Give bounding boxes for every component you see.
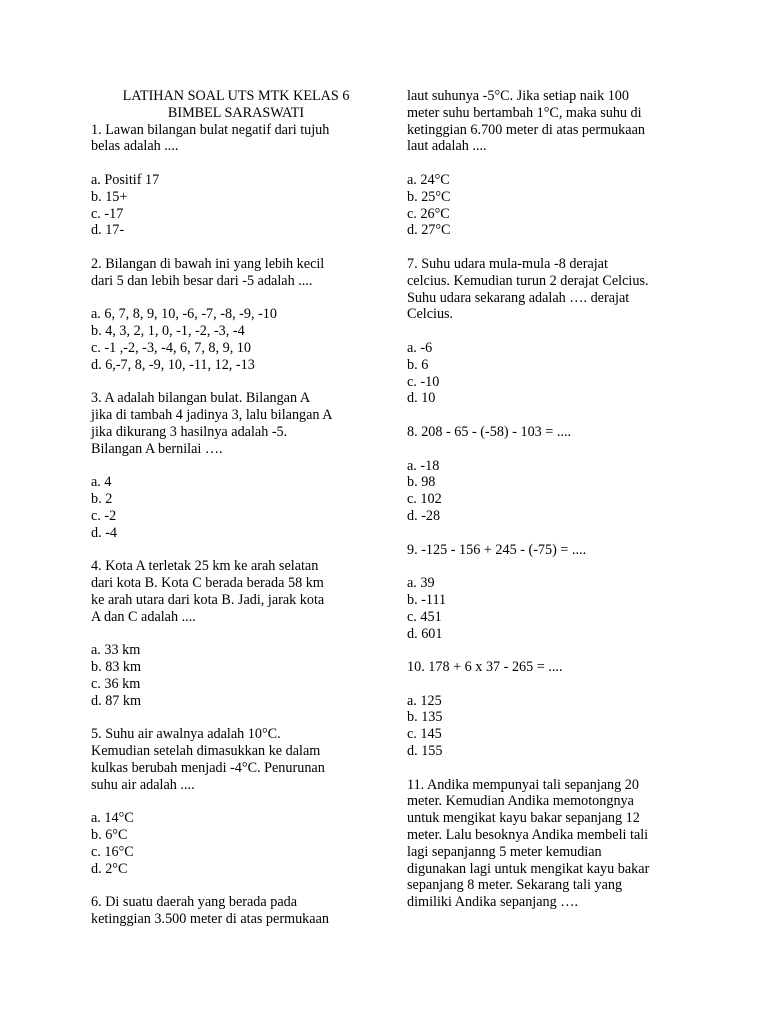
answer-option: d. 10 (407, 390, 436, 407)
spacer (91, 290, 381, 307)
question-block (91, 894, 381, 928)
spacer (91, 155, 381, 172)
answer-option: a. -6 (407, 339, 433, 356)
spacer (91, 458, 381, 475)
right-column (407, 88, 697, 911)
question-block (407, 542, 697, 643)
question-text-line: dimiliki Andika sepanjang …. (407, 894, 579, 911)
question-text-line: jika dikurang 3 hasilnya adalah -5. (91, 423, 288, 440)
question-text-line: Suhu udara sekarang adalah …. derajat (407, 289, 630, 306)
question-text-line: 1. Lawan bilangan bulat negatif dari tujuh (91, 121, 330, 138)
answer-option: b. -111 (407, 591, 447, 608)
spacer (91, 877, 381, 894)
answer-option: a. 125 (407, 692, 442, 709)
question-text-line: 8. 208 - 65 - (-58) - 103 = .... (407, 423, 572, 440)
question-text-line: 6. Di suatu daerah yang berada pada (91, 894, 298, 911)
question-text-line: 11. Andika mempunyai tali sepanjang 20 (407, 776, 639, 793)
answer-option: a. 6, 7, 8, 9, 10, -6, -7, -8, -9, -10 (91, 306, 277, 323)
spacer (407, 760, 697, 777)
spacer (407, 642, 697, 659)
question-text-line: belas adalah .... (91, 138, 179, 155)
question-text-line: 3. A adalah bilangan bulat. Bilangan A (91, 390, 311, 407)
answer-option: a. 4 (91, 474, 112, 491)
question-text-line: 2. Bilangan di bawah ini yang lebih kecil (91, 255, 325, 272)
question-text-line: 7. Suhu udara mula-mula -8 derajat (407, 255, 608, 272)
answer-option: c. 451 (407, 608, 442, 625)
question-text-line: Kemudian setelah dimasukkan ke dalam (91, 743, 321, 760)
answer-option: b. 98 (407, 474, 436, 491)
answer-option: b. 6 (407, 356, 429, 373)
answer-option: b. 135 (407, 709, 443, 726)
answer-option: d. 17- (91, 222, 125, 239)
question-block (407, 424, 697, 525)
question-text-line: dari 5 dan lebih besar dari -5 adalah .... (91, 272, 313, 289)
spacer (91, 626, 381, 643)
question-text-line: 5. Suhu air awalnya adalah 10°C. (91, 726, 281, 743)
answer-option: b. 6°C (91, 827, 128, 844)
question-text-line: meter suhu bertambah 1°C, maka suhu di (407, 104, 642, 121)
question-block (91, 726, 381, 877)
answer-option: c. -1 ,-2, -3, -4, 6, 7, 8, 9, 10 (91, 339, 251, 356)
question-text-line: A dan C adalah .... (91, 608, 196, 625)
answer-option: d. 155 (407, 743, 443, 760)
answer-option: a. 33 km (91, 642, 141, 659)
document-title: LATIHAN SOAL UTS MTK KELAS 6 (122, 88, 350, 104)
answer-option: c. 102 (407, 491, 442, 508)
spacer (407, 323, 697, 340)
question-text-line: dari kota B. Kota C berada berada 58 km (91, 575, 324, 592)
spacer (91, 542, 381, 559)
question-block (91, 256, 381, 374)
question-text-line: Bilangan A bernilai …. (91, 440, 223, 457)
left-column (91, 88, 381, 928)
answer-option: b. 2 (91, 491, 113, 508)
answer-option: a. -18 (407, 457, 440, 474)
left-question-list (91, 122, 381, 928)
answer-option: b. 83 km (91, 659, 142, 676)
answer-option: a. 24°C (407, 171, 450, 188)
right-question-list (407, 88, 697, 911)
spacer (91, 793, 381, 810)
answer-option: c. 26°C (407, 205, 450, 222)
answer-option: d. 601 (407, 625, 443, 642)
spacer (407, 407, 697, 424)
answer-option: a. 39 (407, 575, 435, 592)
question-block (91, 390, 381, 541)
question-text-line: sepanjang 8 meter. Sekarang tali yang (407, 877, 623, 894)
answer-option: a. Positif 17 (91, 171, 160, 188)
question-block (407, 256, 697, 407)
question-text-line: jika di tambah 4 jadinya 3, lalu bilangan A (91, 407, 333, 424)
question-block (407, 88, 697, 239)
question-text-line: lagi sepanjanng 5 meter kemudian (407, 843, 602, 860)
answer-option: c. 145 (407, 726, 442, 743)
question-text-line: suhu air adalah .... (91, 776, 195, 793)
answer-option: a. 14°C (91, 810, 134, 827)
question-text-line: meter. Lalu besoknya Andika membeli tali (407, 827, 649, 844)
question-text-line: 9. -125 - 156 + 245 - (-75) = .... (407, 541, 587, 558)
question-text-line: meter. Kemudian Andika memotongnya (407, 793, 634, 810)
question-text-line: ketinggian 3.500 meter di atas permukaan (91, 911, 329, 928)
spacer (407, 441, 697, 458)
document-subtitle: BIMBEL SARASWATI (167, 104, 305, 121)
answer-option: d. 6,-7, 8, -9, 10, -11, 12, -13 (91, 356, 255, 373)
question-text-line: Celcius. (407, 306, 454, 323)
answer-option: c. 16°C (91, 843, 134, 860)
question-text-line: ke arah utara dari kota B. Jadi, jarak kota (91, 591, 325, 608)
spacer (91, 239, 381, 256)
question-text-line: kulkas berubah menjadi -4°C. Penurunan (91, 759, 325, 776)
question-text-line: celcius. Kemudian turun 2 derajat Celcius. (407, 272, 649, 289)
spacer (91, 709, 381, 726)
question-block (407, 659, 697, 760)
answer-option: b. 4, 3, 2, 1, 0, -1, -2, -3, -4 (91, 323, 245, 340)
answer-option: d. -28 (407, 507, 441, 524)
answer-option: c. -10 (407, 373, 440, 390)
question-text-line: ketinggian 6.700 meter di atas permukaan (407, 121, 645, 138)
answer-option: d. -4 (91, 524, 118, 541)
spacer (407, 676, 697, 693)
spacer (91, 374, 381, 391)
question-text-line: laut adalah .... (407, 138, 487, 155)
answer-option: c. -2 (91, 507, 117, 524)
question-text-line: digunakan lagi untuk mengikat kayu bakar (407, 860, 650, 877)
spacer (407, 155, 697, 172)
question-block (91, 122, 381, 240)
answer-option: c. 36 km (91, 675, 141, 692)
answer-option: d. 27°C (407, 222, 451, 239)
question-block (91, 558, 381, 709)
spacer (407, 558, 697, 575)
answer-option: d. 2°C (91, 860, 128, 877)
answer-option: b. 15+ (91, 188, 128, 205)
question-text-line: laut suhunya -5°C. Jika setiap naik 100 (407, 88, 629, 104)
question-text-line: untuk mengikat kayu bakar sepanjang 12 (407, 810, 640, 827)
spacer (407, 239, 697, 256)
question-text-line: 4. Kota A terletak 25 km ke arah selatan (91, 558, 319, 575)
spacer (407, 525, 697, 542)
question-text-line: 10. 178 + 6 x 37 - 265 = .... (407, 659, 563, 676)
answer-option: d. 87 km (91, 692, 142, 709)
answer-option: c. -17 (91, 205, 124, 222)
answer-option: b. 25°C (407, 188, 451, 205)
question-block (407, 777, 697, 911)
